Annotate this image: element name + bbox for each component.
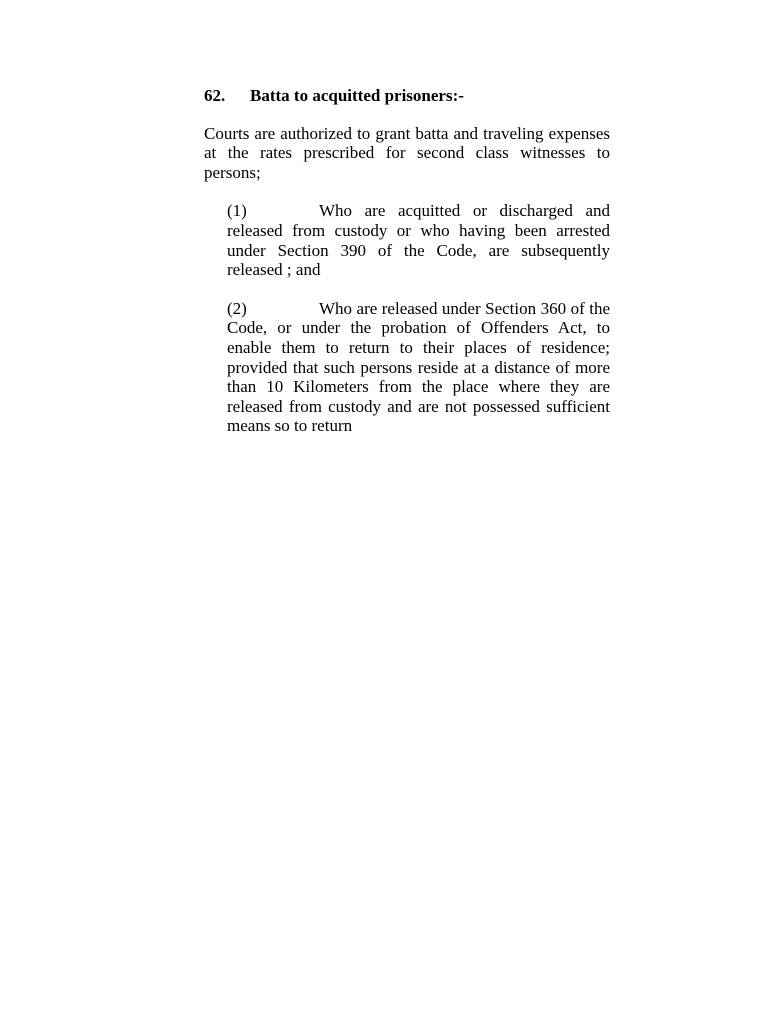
clause-1-number: (1) — [227, 201, 247, 221]
clause-2-text: Who are released under Section 360 of the Code, or under the probation of Offenders Act, to enable them to return to their places of residence; provided that such persons reside at a distance of more than 10 Kilometers from the place where they are released from custody and are not possessed sufficient means so to return — [227, 298, 610, 436]
section-number: 62. — [204, 86, 226, 105]
section-heading — [204, 86, 610, 106]
clause-1 — [227, 201, 610, 279]
clause-2-number: (2) — [227, 298, 247, 318]
section-title: Batta to acquitted prisoners:- — [250, 86, 464, 105]
intro-paragraph: Courts are authorized to grant batta and traveling expenses at the rates prescribed for second class witnesses to persons; — [204, 123, 610, 182]
clause-1-text: Who are acquitted or discharged and released from custody or who having been arrested under Section 390 of the Code, are subsequently released ; and — [227, 201, 610, 280]
clause-2 — [227, 299, 610, 436]
document-body — [204, 86, 610, 455]
